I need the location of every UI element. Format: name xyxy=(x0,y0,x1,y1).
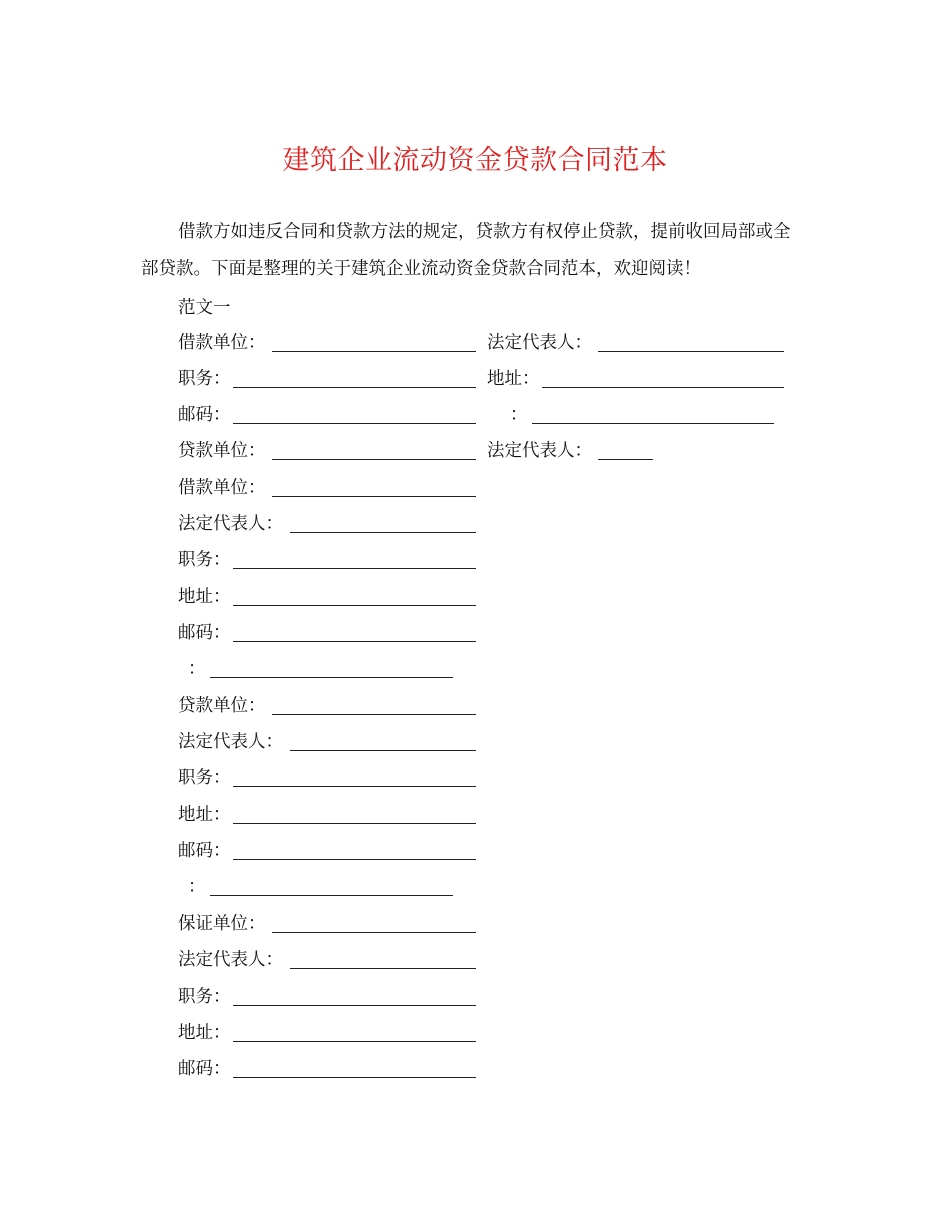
lender2-postcode-label: 邮码： xyxy=(178,841,231,861)
borrower-unit-label: 借款单位： xyxy=(178,333,266,353)
borrower-rep-field[interactable] xyxy=(598,351,784,352)
guarantor-unit-label: 保证单位： xyxy=(178,914,266,934)
guarantor-rep-label: 法定代表人： xyxy=(178,950,283,970)
borrower-title-label: 职务： xyxy=(178,369,231,389)
lender2-postcode-field[interactable] xyxy=(233,859,476,860)
lender2-title-label: 职务： xyxy=(178,768,231,788)
lender2-title-field[interactable] xyxy=(233,786,476,787)
guarantor-unit-field[interactable] xyxy=(272,932,476,933)
borrower2-rep-field[interactable] xyxy=(290,532,476,533)
intro-paragraph: 借款方如违反合同和贷款方法的规定，贷款方有权停止贷款，提前收回局部或全部贷款。下面是整理的关于建筑企业流动资金贷款合同范本，欢迎阅读！ xyxy=(141,222,791,279)
lender2-address-field[interactable] xyxy=(233,823,476,824)
guarantor-postcode-label: 邮码： xyxy=(178,1059,231,1079)
lender-unit-label: 贷款单位： xyxy=(178,441,266,461)
borrower-address-field[interactable] xyxy=(542,387,784,388)
borrower2-postcode-field[interactable] xyxy=(233,641,476,642)
borrower2-title-label: 职务： xyxy=(178,550,231,570)
lender2-rep-label: 法定代表人： xyxy=(178,732,283,752)
borrower2-rep-label: 法定代表人： xyxy=(178,514,283,534)
section-heading: 范文一 xyxy=(178,298,231,318)
borrower-blank-label: ： xyxy=(510,405,528,425)
lender-unit-field[interactable] xyxy=(272,459,476,460)
borrower2-address-field[interactable] xyxy=(233,605,476,606)
borrower-postcode-field[interactable] xyxy=(233,423,476,424)
lender2-unit-label: 贷款单位： xyxy=(178,696,266,716)
lender2-address-label: 地址： xyxy=(178,805,231,825)
borrower-rep-label: 法定代表人： xyxy=(487,333,592,353)
guarantor-rep-field[interactable] xyxy=(290,968,476,969)
guarantor-title-label: 职务： xyxy=(178,987,231,1007)
borrower2-postcode-label: 邮码： xyxy=(178,623,231,643)
borrower2-unit-field[interactable] xyxy=(272,496,476,497)
borrower2-blank-field[interactable] xyxy=(210,677,453,678)
borrower-address-label: 地址： xyxy=(487,369,540,389)
borrower-unit-field[interactable] xyxy=(272,351,476,352)
borrower-blank-field[interactable] xyxy=(532,423,774,424)
borrower-title-field[interactable] xyxy=(233,387,476,388)
borrower2-blank-label: ： xyxy=(188,659,206,679)
borrower2-unit-label: 借款单位： xyxy=(178,478,266,498)
guarantor-address-label: 地址： xyxy=(178,1023,231,1043)
document-title: 建筑企业流动资金贷款合同范本 xyxy=(282,145,668,176)
guarantor-postcode-field[interactable] xyxy=(233,1077,476,1078)
lender2-blank-label: ： xyxy=(188,877,206,897)
borrower2-address-label: 地址： xyxy=(178,587,231,607)
guarantor-title-field[interactable] xyxy=(233,1005,476,1006)
lender2-rep-field[interactable] xyxy=(290,750,476,751)
borrower2-title-field[interactable] xyxy=(233,568,476,569)
lender2-unit-field[interactable] xyxy=(272,714,476,715)
guarantor-address-field[interactable] xyxy=(233,1041,476,1042)
borrower-postcode-label: 邮码： xyxy=(178,405,231,425)
lender2-blank-field[interactable] xyxy=(210,895,453,896)
lender-rep-field[interactable] xyxy=(598,459,653,460)
lender-rep-label: 法定代表人： xyxy=(487,441,592,461)
